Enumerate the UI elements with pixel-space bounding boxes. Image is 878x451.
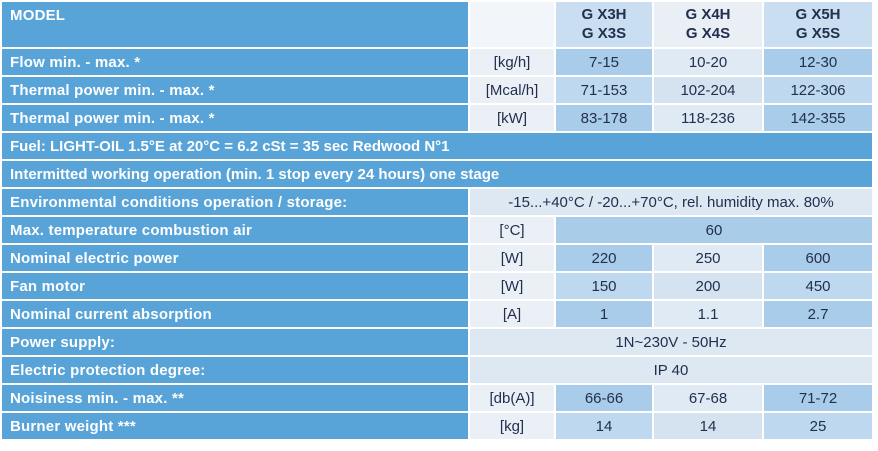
row-label: Thermal power min. - max. * (2, 77, 468, 103)
unit-cell: [kg/h] (470, 49, 554, 75)
value-cell: 118-236 (654, 105, 762, 131)
value-cell: 142-355 (764, 105, 872, 131)
row-label: Max. temperature combustion air (2, 217, 468, 243)
value-cell: 12-30 (764, 49, 872, 75)
value-cell: 220 (556, 245, 652, 271)
row-label: Nominal current absorption (2, 301, 468, 327)
value-cell: 14 (654, 413, 762, 439)
model-name-pair: G X4H G X4S (685, 5, 731, 42)
full-width-info-row: Fuel: LIGHT-OIL 1.5°E at 20°C = 6.2 cSt = 35 sec Redwood N°1 (2, 133, 872, 159)
row-label: Noisiness min. - max. ** (2, 385, 468, 411)
model-column-gx4 (654, 2, 762, 47)
value-cell: 7-15 (556, 49, 652, 75)
model-column-gx3 (556, 2, 652, 47)
value-cell: 250 (654, 245, 762, 271)
unit-cell: [kW] (470, 105, 554, 131)
value-cell: 83-178 (556, 105, 652, 131)
unit-cell: [Mcal/h] (470, 77, 554, 103)
row-label: Nominal electric power (2, 245, 468, 271)
full-width-info-row: Intermitted working operation (min. 1 stop every 24 hours) one stage (2, 161, 872, 187)
value-cell: 150 (556, 273, 652, 299)
value-cell: 2.7 (764, 301, 872, 327)
row-label: Flow min. - max. * (2, 49, 468, 75)
row-label: Environmental conditions operation / storage: (2, 189, 468, 215)
value-cell: 1.1 (654, 301, 762, 327)
value-cell: 67-68 (654, 385, 762, 411)
burner-spec-table (2, 2, 872, 439)
value-cell: 450 (764, 273, 872, 299)
value-cell: 25 (764, 413, 872, 439)
value-cell: 200 (654, 273, 762, 299)
unit-cell: [kg] (470, 413, 554, 439)
model-name-pair: G X5H G X5S (795, 5, 841, 42)
model-column-gx5 (764, 2, 872, 47)
value-cell: 71-72 (764, 385, 872, 411)
value-cell: 66-66 (556, 385, 652, 411)
value-cell: 102-204 (654, 77, 762, 103)
spanning-value-cell: 1N~230V - 50Hz (470, 329, 872, 355)
unit-column-header (470, 2, 554, 47)
unit-cell: [W] (470, 273, 554, 299)
value-cell: 600 (764, 245, 872, 271)
unit-cell: [°C] (470, 217, 554, 243)
row-label: Thermal power min. - max. * (2, 105, 468, 131)
value-cell: 14 (556, 413, 652, 439)
value-cell: 1 (556, 301, 652, 327)
value-cell: 122-306 (764, 77, 872, 103)
spanning-value-cell: 60 (556, 217, 872, 243)
unit-cell: [A] (470, 301, 554, 327)
unit-cell: [db(A)] (470, 385, 554, 411)
row-label: Power supply: (2, 329, 468, 355)
spanning-value-cell: -15...+40°C / -20...+70°C, rel. humidity max. 80% (470, 189, 872, 215)
spanning-value-cell: IP 40 (470, 357, 872, 383)
row-label: Burner weight *** (2, 413, 468, 439)
model-header-label: MODEL (2, 2, 468, 47)
row-label: Electric protection degree: (2, 357, 468, 383)
value-cell: 10-20 (654, 49, 762, 75)
unit-cell: [W] (470, 245, 554, 271)
row-label: Fan motor (2, 273, 468, 299)
value-cell: 71-153 (556, 77, 652, 103)
model-name-pair: G X3H G X3S (581, 5, 627, 42)
